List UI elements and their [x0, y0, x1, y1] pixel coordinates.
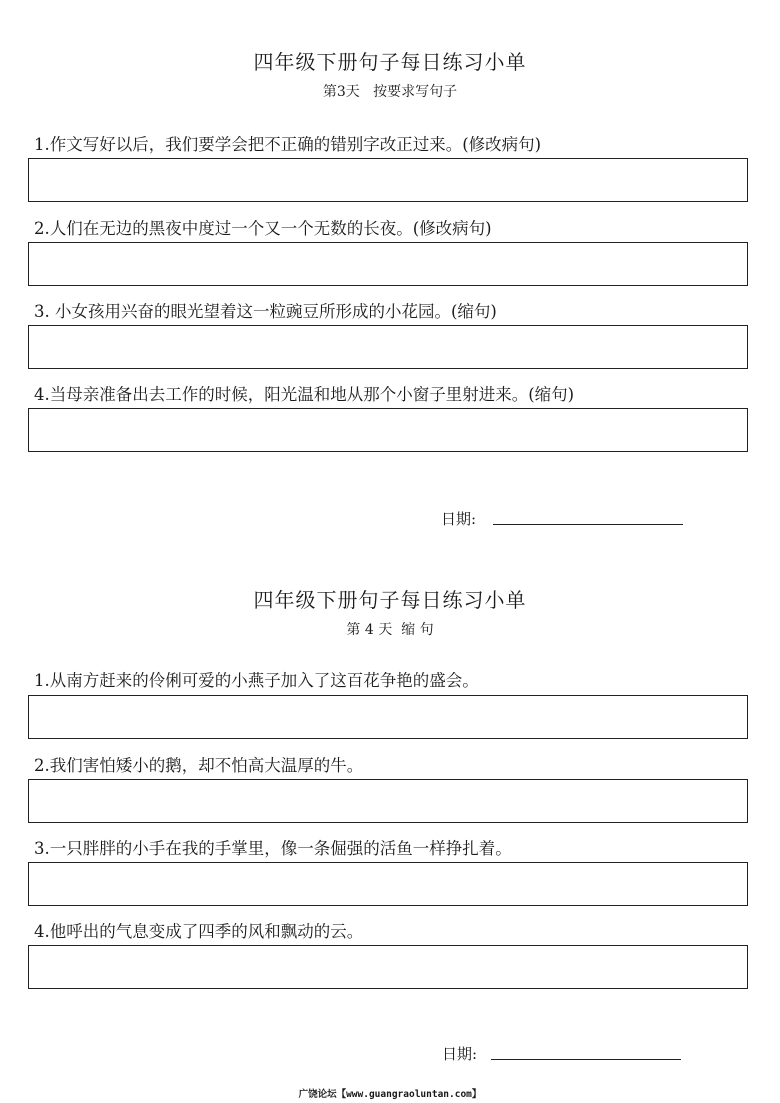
sheet-2-question-3: 3.一只胖胖的小手在我的手掌里，像一条倔强的活鱼一样挣扎着。 [34, 839, 512, 858]
sheet-1-subtitle: 第3天 按要求写句子 [322, 84, 458, 100]
sheet-2-question-4: 4.他呼出的气息变成了四季的风和飘动的云。 [34, 922, 364, 941]
sheet-1-question-1: 1.作文写好以后，我们要学会把不正确的错别字改正过来。(修改病句) [34, 135, 542, 154]
sheet-2-date-label: 日期: [442, 1045, 478, 1063]
sheet-1-question-3: 3. 小女孩用兴奋的眼光望着这一粒豌豆所形成的小花园。(缩句) [34, 302, 497, 321]
sheet-1-date-label: 日期: [441, 510, 477, 528]
sheet-1-answer-box-4[interactable] [28, 408, 748, 452]
sheet-1-answer-box-1[interactable] [28, 158, 748, 202]
sheet-1-question-2: 2.人们在无边的黑夜中度过一个又一个无数的长夜。(修改病句) [34, 219, 492, 238]
sheet-1-date-line[interactable] [493, 524, 683, 525]
sheet-2-answer-box-4[interactable] [28, 945, 748, 989]
sheet-2-answer-box-3[interactable] [28, 862, 748, 906]
sheet-2-subtitle: 第 4 天 缩 句 [346, 622, 434, 638]
sheet-2-answer-box-2[interactable] [28, 779, 748, 823]
sheet-1-answer-box-2[interactable] [28, 242, 748, 286]
sheet-2-question-2: 2.我们害怕矮小的鹅，却不怕高大温厚的牛。 [34, 756, 364, 775]
sheet-2-question-1: 1.从南方赶来的伶俐可爱的小燕子加入了这百花争艳的盛会。 [34, 671, 479, 690]
sheet-2-date-line[interactable] [491, 1059, 681, 1060]
footer-watermark: 广饶论坛【www.guangraoluntan.com】 [298, 1089, 482, 1100]
sheet-2-title: 四年级下册句子每日练习小单 [253, 588, 527, 612]
sheet-1-title: 四年级下册句子每日练习小单 [253, 50, 527, 74]
sheet-1-answer-box-3[interactable] [28, 325, 748, 369]
sheet-2-answer-box-1[interactable] [28, 695, 748, 739]
sheet-1-question-4: 4.当母亲准备出去工作的时候，阳光温和地从那个小窗子里射进来。(缩句) [34, 385, 575, 404]
